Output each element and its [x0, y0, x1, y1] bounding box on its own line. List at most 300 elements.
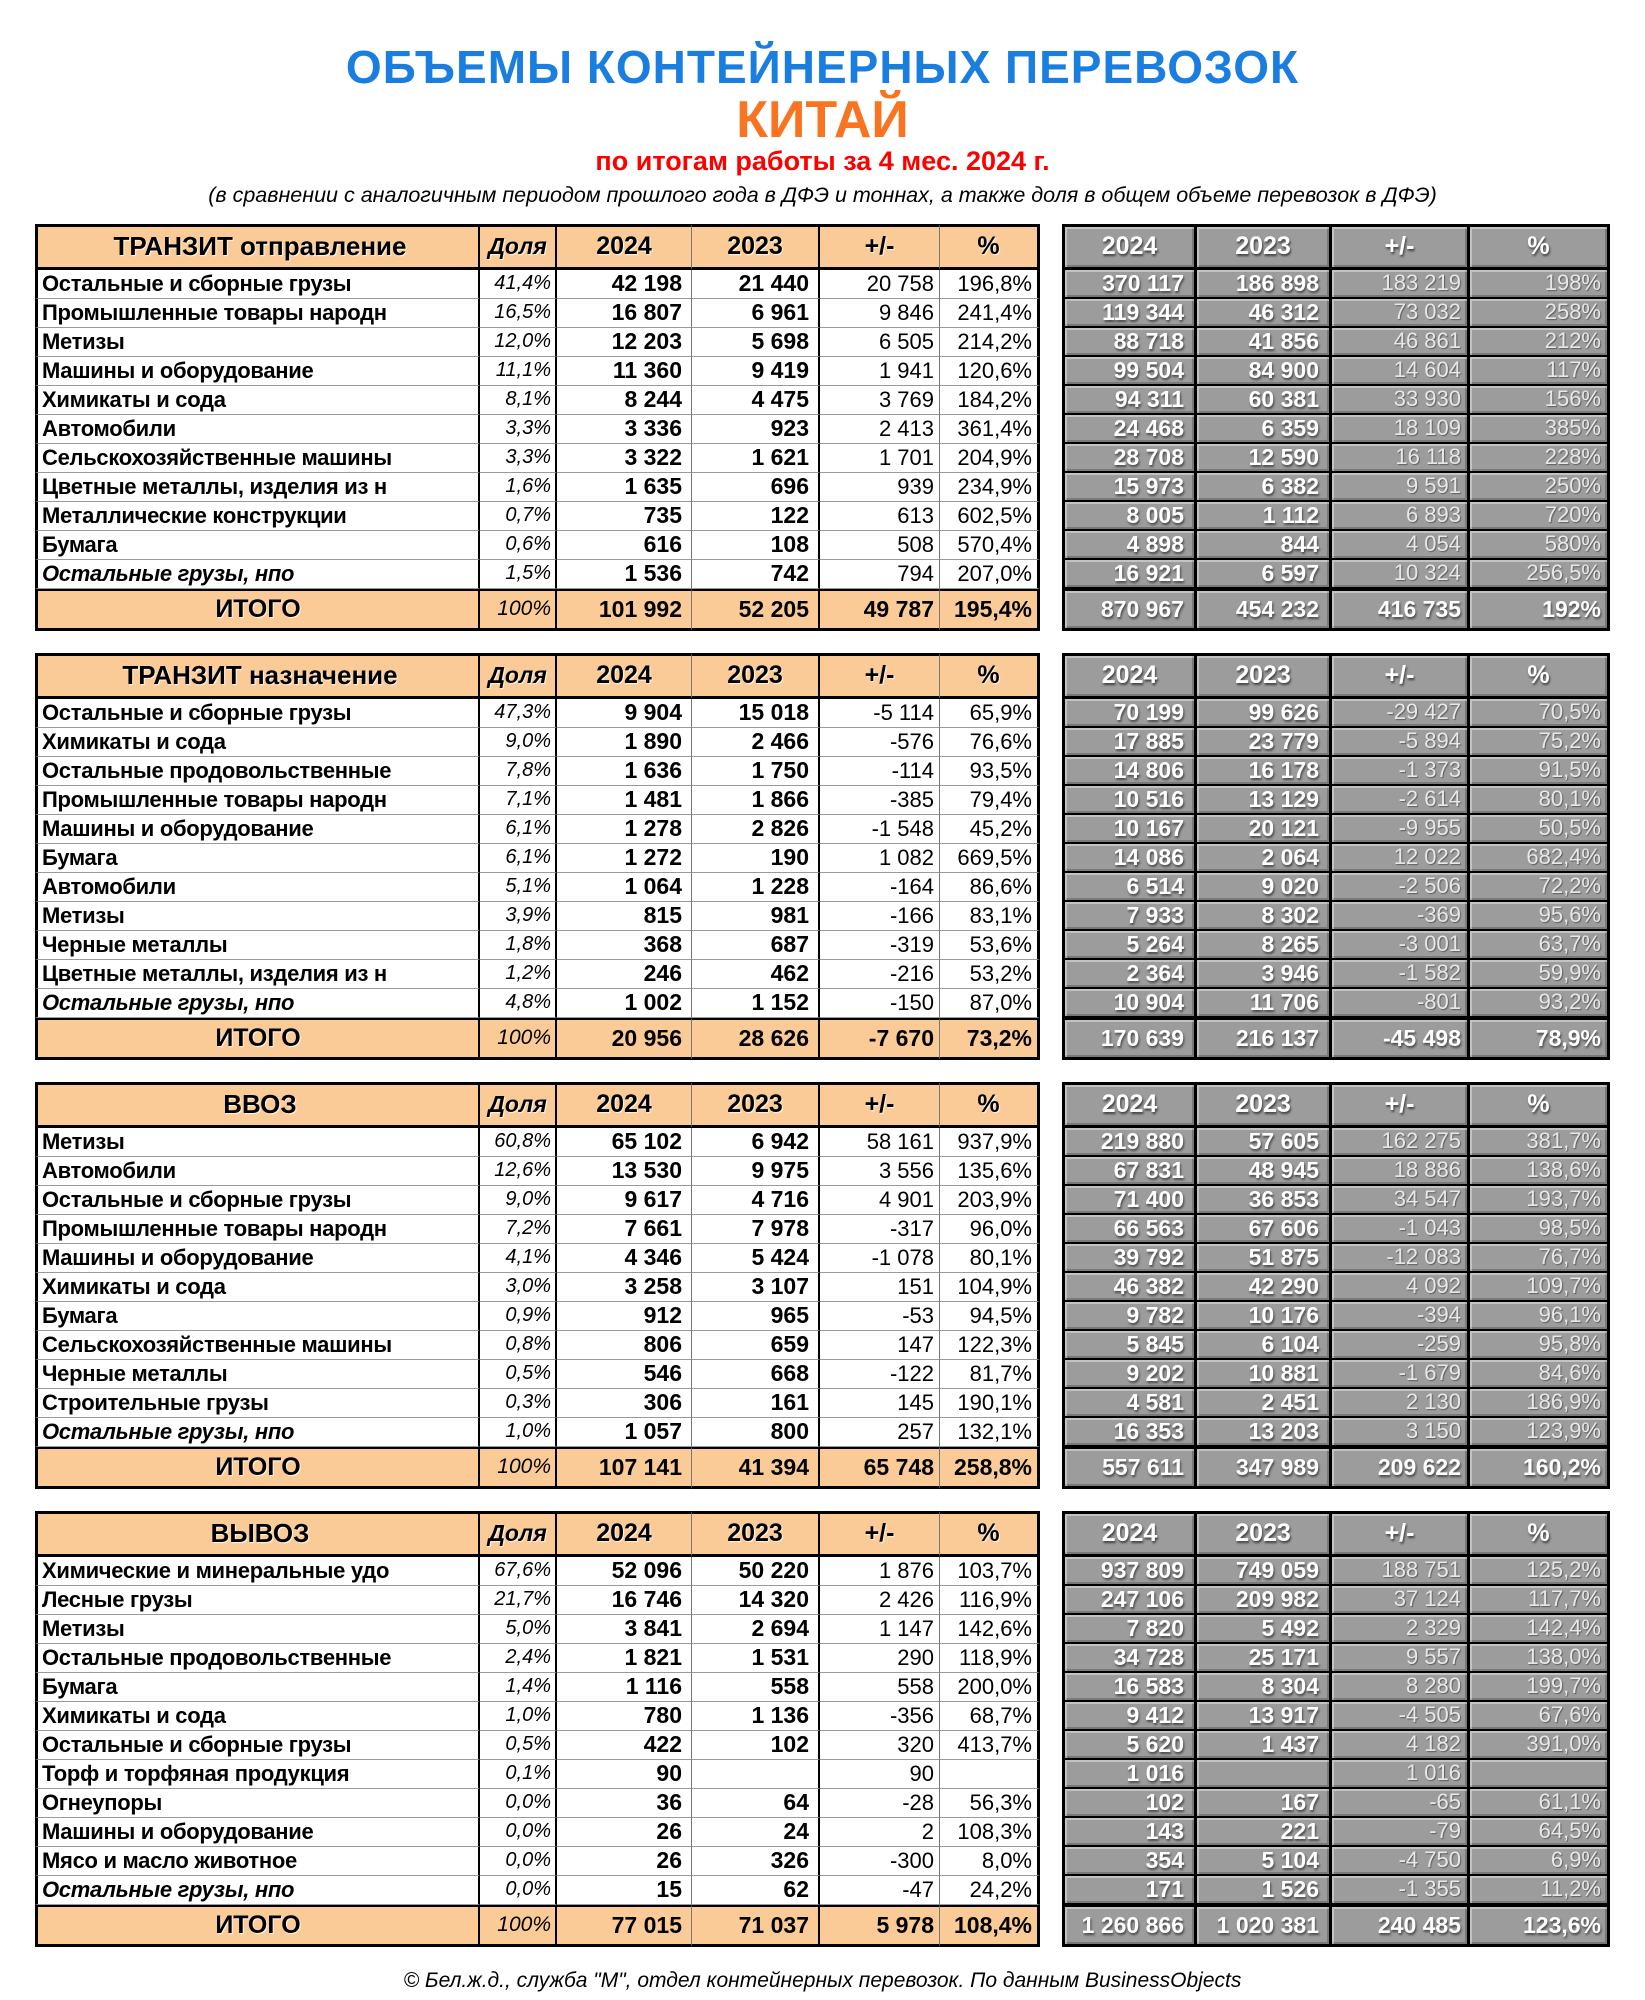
- tons-2023: 12 590: [1197, 444, 1332, 473]
- section-gap: [1040, 844, 1062, 873]
- teu-delta: 2: [820, 1818, 940, 1847]
- tons-delta: 1 016: [1332, 1760, 1470, 1789]
- tons-2023: 8 304: [1197, 1673, 1332, 1702]
- tons-2023: 1 437: [1197, 1731, 1332, 1760]
- tons-delta: -259: [1332, 1331, 1470, 1360]
- tons-pct: 96,1%: [1470, 1302, 1610, 1331]
- teu-pct: 204,9%: [940, 444, 1040, 473]
- teu-delta: -317: [820, 1215, 940, 1244]
- teu-2024: 11 360: [557, 357, 692, 386]
- row-name: Остальные грузы, нпо: [35, 560, 480, 589]
- tons-delta: 8 280: [1332, 1673, 1470, 1702]
- col-header-2024-teu: 2024: [557, 1082, 692, 1128]
- tons-pct: 198%: [1470, 270, 1610, 299]
- section-gap: [1040, 1731, 1062, 1760]
- teu-2024: 806: [557, 1331, 692, 1360]
- section-gap: [1040, 1644, 1062, 1673]
- row-name: Черные металлы: [35, 931, 480, 960]
- totals-tons-pct: 78,9%: [1470, 1018, 1610, 1060]
- teu-delta: -300: [820, 1847, 940, 1876]
- section-gap: [1040, 728, 1062, 757]
- teu-2024: 3 258: [557, 1273, 692, 1302]
- teu-delta: 9 846: [820, 299, 940, 328]
- section-gap: [1040, 873, 1062, 902]
- totals-label: ИТОГО: [35, 1018, 480, 1060]
- row-share: 7,2%: [480, 1215, 557, 1244]
- tons-pct: 117,7%: [1470, 1586, 1610, 1615]
- tons-2023: 209 982: [1197, 1586, 1332, 1615]
- section-gap: [1040, 1511, 1062, 1557]
- tons-2024: 370 117: [1062, 270, 1197, 299]
- tons-delta: 37 124: [1332, 1586, 1470, 1615]
- teu-delta: -166: [820, 902, 940, 931]
- tons-pct: 109,7%: [1470, 1273, 1610, 1302]
- teu-pct: 669,5%: [940, 844, 1040, 873]
- tons-2023: 10 881: [1197, 1360, 1332, 1389]
- tons-2023: 3 946: [1197, 960, 1332, 989]
- tons-delta: 18 109: [1332, 415, 1470, 444]
- totals-share: 100%: [480, 1905, 557, 1947]
- tons-2024: 5 620: [1062, 1731, 1197, 1760]
- row-share: 1,0%: [480, 1702, 557, 1731]
- teu-pct: 132,1%: [940, 1418, 1040, 1447]
- teu-2024: 1 057: [557, 1418, 692, 1447]
- teu-2023: 800: [692, 1418, 820, 1447]
- teu-2023: 24: [692, 1818, 820, 1847]
- tons-2024: 70 199: [1062, 699, 1197, 728]
- tons-2023: 48 945: [1197, 1157, 1332, 1186]
- row-name: Остальные и сборные грузы: [35, 699, 480, 728]
- teu-delta: 1 701: [820, 444, 940, 473]
- section-gap: [1040, 299, 1062, 328]
- teu-pct: 76,6%: [940, 728, 1040, 757]
- row-name: Химикаты и сода: [35, 386, 480, 415]
- row-name: Остальные продовольственные: [35, 1644, 480, 1673]
- tons-2024: 16 583: [1062, 1673, 1197, 1702]
- totals-tons-2023: 347 989: [1197, 1447, 1332, 1489]
- totals-teu-pct: 108,4%: [940, 1905, 1040, 1947]
- tons-pct: 72,2%: [1470, 873, 1610, 902]
- totals-tons-2023: 454 232: [1197, 589, 1332, 631]
- teu-2023: 9 419: [692, 357, 820, 386]
- col-header-delta-tons: +/-: [1332, 1511, 1470, 1557]
- tons-2024: 102: [1062, 1789, 1197, 1818]
- tons-pct: 199,7%: [1470, 1673, 1610, 1702]
- tons-pct: 6,9%: [1470, 1847, 1610, 1876]
- section-gap: [1040, 1302, 1062, 1331]
- teu-delta: 58 161: [820, 1128, 940, 1157]
- row-share: 12,6%: [480, 1157, 557, 1186]
- tons-2023: 10 176: [1197, 1302, 1332, 1331]
- tons-delta: -4 505: [1332, 1702, 1470, 1731]
- row-share: 1,4%: [480, 1673, 557, 1702]
- row-share: 11,1%: [480, 357, 557, 386]
- tons-delta: 2 130: [1332, 1389, 1470, 1418]
- tons-2023: 186 898: [1197, 270, 1332, 299]
- teu-2024: 13 530: [557, 1157, 692, 1186]
- row-share: 9,0%: [480, 1186, 557, 1215]
- teu-2023: 4 716: [692, 1186, 820, 1215]
- row-name: Остальные грузы, нпо: [35, 989, 480, 1018]
- tons-pct: 80,1%: [1470, 786, 1610, 815]
- section-gap: [1040, 1876, 1062, 1905]
- teu-2023: 7 978: [692, 1215, 820, 1244]
- totals-teu-delta: 65 748: [820, 1447, 940, 1489]
- tons-pct: [1470, 1760, 1610, 1789]
- teu-delta: -356: [820, 1702, 940, 1731]
- teu-2024: 1 116: [557, 1673, 692, 1702]
- teu-delta: -216: [820, 960, 940, 989]
- teu-delta: 3 556: [820, 1157, 940, 1186]
- totals-tons-pct: 192%: [1470, 589, 1610, 631]
- teu-pct: 93,5%: [940, 757, 1040, 786]
- teu-2024: 16 807: [557, 299, 692, 328]
- teu-pct: 81,7%: [940, 1360, 1040, 1389]
- teu-pct: 200,0%: [940, 1673, 1040, 1702]
- totals-tons-delta: 209 622: [1332, 1447, 1470, 1489]
- row-share: 0,7%: [480, 502, 557, 531]
- tons-2023: 167: [1197, 1789, 1332, 1818]
- teu-pct: 94,5%: [940, 1302, 1040, 1331]
- row-name: Машины и оборудование: [35, 815, 480, 844]
- tons-delta: -4 750: [1332, 1847, 1470, 1876]
- teu-pct: 120,6%: [940, 357, 1040, 386]
- tons-2024: 219 880: [1062, 1128, 1197, 1157]
- row-share: 0,9%: [480, 1302, 557, 1331]
- section-gap: [1040, 989, 1062, 1018]
- teu-2023: 50 220: [692, 1557, 820, 1586]
- section-gap: [1040, 757, 1062, 786]
- row-name: Остальные и сборные грузы: [35, 270, 480, 299]
- tons-2023: 1 112: [1197, 502, 1332, 531]
- teu-pct: 83,1%: [940, 902, 1040, 931]
- col-header-pct-teu: %: [940, 1511, 1040, 1557]
- tons-pct: 186,9%: [1470, 1389, 1610, 1418]
- row-name: Химикаты и сода: [35, 1702, 480, 1731]
- tons-delta: 4 092: [1332, 1273, 1470, 1302]
- report-tables: [35, 224, 1610, 1947]
- tons-pct: 64,5%: [1470, 1818, 1610, 1847]
- section-gap: [1040, 699, 1062, 728]
- teu-2024: 912: [557, 1302, 692, 1331]
- teu-2024: 368: [557, 931, 692, 960]
- col-header-2023-teu: 2023: [692, 653, 820, 699]
- tons-pct: 256,5%: [1470, 560, 1610, 589]
- teu-2024: 42 198: [557, 270, 692, 299]
- report-table-export: [35, 1511, 1610, 1947]
- totals-tons-2024: 170 639: [1062, 1018, 1197, 1060]
- totals-tons-pct: 123,6%: [1470, 1905, 1610, 1947]
- totals-label: ИТОГО: [35, 589, 480, 631]
- tons-2024: 354: [1062, 1847, 1197, 1876]
- totals-teu-2023: 28 626: [692, 1018, 820, 1060]
- teu-delta: 4 901: [820, 1186, 940, 1215]
- row-name: Химические и минеральные удо: [35, 1557, 480, 1586]
- totals-teu-delta: 49 787: [820, 589, 940, 631]
- row-name: Автомобили: [35, 1157, 480, 1186]
- teu-pct: 142,6%: [940, 1615, 1040, 1644]
- tons-2023: 749 059: [1197, 1557, 1332, 1586]
- teu-delta: -150: [820, 989, 940, 1018]
- section-gap: [1040, 270, 1062, 299]
- tons-2024: 99 504: [1062, 357, 1197, 386]
- tons-pct: 50,5%: [1470, 815, 1610, 844]
- row-share: 5,0%: [480, 1615, 557, 1644]
- tons-delta: 73 032: [1332, 299, 1470, 328]
- tons-delta: 10 324: [1332, 560, 1470, 589]
- tons-pct: 142,4%: [1470, 1615, 1610, 1644]
- col-header-delta-teu: +/-: [820, 1082, 940, 1128]
- section-gap: [1040, 560, 1062, 589]
- tons-pct: 84,6%: [1470, 1360, 1610, 1389]
- teu-pct: 87,0%: [940, 989, 1040, 1018]
- tons-delta: 9 557: [1332, 1644, 1470, 1673]
- teu-pct: 79,4%: [940, 786, 1040, 815]
- teu-delta: -1 548: [820, 815, 940, 844]
- tons-2024: 46 382: [1062, 1273, 1197, 1302]
- teu-2024: 26: [557, 1847, 692, 1876]
- tons-2024: 247 106: [1062, 1586, 1197, 1615]
- teu-2023: 1 136: [692, 1702, 820, 1731]
- tons-2023: 844: [1197, 531, 1332, 560]
- teu-2023: 965: [692, 1302, 820, 1331]
- teu-delta: -576: [820, 728, 940, 757]
- teu-2023: 2 466: [692, 728, 820, 757]
- col-header-share: Доля: [480, 224, 557, 270]
- row-name: Строительные грузы: [35, 1389, 480, 1418]
- tons-2024: 16 353: [1062, 1418, 1197, 1447]
- teu-delta: -28: [820, 1789, 940, 1818]
- tons-pct: 125,2%: [1470, 1557, 1610, 1586]
- tons-2024: 9 202: [1062, 1360, 1197, 1389]
- teu-2023: 1 152: [692, 989, 820, 1018]
- tons-delta: 18 886: [1332, 1157, 1470, 1186]
- teu-2023: 5 424: [692, 1244, 820, 1273]
- tons-2024: 88 718: [1062, 328, 1197, 357]
- teu-delta: 1 876: [820, 1557, 940, 1586]
- tons-pct: 381,7%: [1470, 1128, 1610, 1157]
- teu-delta: 90: [820, 1760, 940, 1789]
- teu-2024: 9 617: [557, 1186, 692, 1215]
- section-gap: [1040, 589, 1062, 631]
- totals-teu-delta: -7 670: [820, 1018, 940, 1060]
- row-share: 3,3%: [480, 415, 557, 444]
- totals-share: 100%: [480, 1018, 557, 1060]
- teu-2023: 108: [692, 531, 820, 560]
- tons-delta: 4 182: [1332, 1731, 1470, 1760]
- teu-2024: 1 636: [557, 757, 692, 786]
- row-name: Метизы: [35, 1615, 480, 1644]
- teu-delta: 794: [820, 560, 940, 589]
- teu-delta: 3 769: [820, 386, 940, 415]
- teu-2023: 1 228: [692, 873, 820, 902]
- comparison-note: (в сравнении с аналогичным периодом прошлого года в ДФЭ и тоннах, а также доля в общем объеме перевозок в ДФЭ): [208, 182, 1437, 207]
- tons-delta: 188 751: [1332, 1557, 1470, 1586]
- row-share: 6,1%: [480, 844, 557, 873]
- teu-2024: 15: [557, 1876, 692, 1905]
- row-share: 4,8%: [480, 989, 557, 1018]
- tons-2023: 67 606: [1197, 1215, 1332, 1244]
- tons-pct: 95,6%: [1470, 902, 1610, 931]
- teu-2023: 21 440: [692, 270, 820, 299]
- tons-2023: 99 626: [1197, 699, 1332, 728]
- row-name: Остальные продовольственные: [35, 757, 480, 786]
- teu-delta: -47: [820, 1876, 940, 1905]
- teu-2023: 64: [692, 1789, 820, 1818]
- row-name: Черные металлы: [35, 1360, 480, 1389]
- tons-2023: 1 526: [1197, 1876, 1332, 1905]
- totals-teu-2024: 20 956: [557, 1018, 692, 1060]
- tons-2024: 16 921: [1062, 560, 1197, 589]
- teu-delta: 1 941: [820, 357, 940, 386]
- totals-teu-2023: 52 205: [692, 589, 820, 631]
- table-title: ТРАНЗИТ отправление: [35, 224, 480, 270]
- tons-delta: 9 591: [1332, 473, 1470, 502]
- row-name: Лесные грузы: [35, 1586, 480, 1615]
- tons-2024: 2 364: [1062, 960, 1197, 989]
- tons-2024: 94 311: [1062, 386, 1197, 415]
- row-share: 0,6%: [480, 531, 557, 560]
- col-header-share: Доля: [480, 1511, 557, 1557]
- row-share: 1,8%: [480, 931, 557, 960]
- section-gap: [1040, 1615, 1062, 1644]
- row-name: Химикаты и сода: [35, 728, 480, 757]
- teu-delta: -164: [820, 873, 940, 902]
- teu-2023: 62: [692, 1876, 820, 1905]
- col-header-share: Доля: [480, 653, 557, 699]
- teu-2023: 102: [692, 1731, 820, 1760]
- teu-2024: 735: [557, 502, 692, 531]
- teu-delta: -319: [820, 931, 940, 960]
- col-header-2024-tons: 2024: [1062, 224, 1197, 270]
- teu-delta: -122: [820, 1360, 940, 1389]
- totals-tons-2023: 1 020 381: [1197, 1905, 1332, 1947]
- teu-2024: 16 746: [557, 1586, 692, 1615]
- section-gap: [1040, 1557, 1062, 1586]
- teu-2023: 15 018: [692, 699, 820, 728]
- tons-pct: 228%: [1470, 444, 1610, 473]
- teu-2024: 1 272: [557, 844, 692, 873]
- tons-pct: 258%: [1470, 299, 1610, 328]
- teu-pct: 570,4%: [940, 531, 1040, 560]
- col-header-delta-teu: +/-: [820, 653, 940, 699]
- section-gap: [1040, 1760, 1062, 1789]
- tons-2023: 16 178: [1197, 757, 1332, 786]
- teu-pct: 68,7%: [940, 1702, 1040, 1731]
- teu-pct: 413,7%: [940, 1731, 1040, 1760]
- row-name: Химикаты и сода: [35, 1273, 480, 1302]
- teu-delta: -53: [820, 1302, 940, 1331]
- row-name: Промышленные товары народн: [35, 786, 480, 815]
- col-header-delta-tons: +/-: [1332, 1082, 1470, 1128]
- tons-2024: 34 728: [1062, 1644, 1197, 1673]
- section-gap: [1040, 1273, 1062, 1302]
- tons-2023: 60 381: [1197, 386, 1332, 415]
- col-header-pct-teu: %: [940, 653, 1040, 699]
- row-share: 0,0%: [480, 1789, 557, 1818]
- col-header-pct-tons: %: [1470, 1511, 1610, 1557]
- teu-delta: 508: [820, 531, 940, 560]
- tons-2023: 2 064: [1197, 844, 1332, 873]
- teu-2024: 1 278: [557, 815, 692, 844]
- tons-delta: -2 614: [1332, 786, 1470, 815]
- tons-2024: 66 563: [1062, 1215, 1197, 1244]
- section-gap: [1040, 902, 1062, 931]
- teu-2023: 696: [692, 473, 820, 502]
- totals-teu-2024: 77 015: [557, 1905, 692, 1947]
- tons-pct: 11,2%: [1470, 1876, 1610, 1905]
- row-share: 1,5%: [480, 560, 557, 589]
- section-gap: [1040, 1847, 1062, 1876]
- teu-2023: 6 961: [692, 299, 820, 328]
- tons-2023: 25 171: [1197, 1644, 1332, 1673]
- row-share: 0,5%: [480, 1360, 557, 1389]
- row-name: Машины и оборудование: [35, 357, 480, 386]
- tons-delta: 162 275: [1332, 1128, 1470, 1157]
- teu-pct: 108,3%: [940, 1818, 1040, 1847]
- section-gap: [1040, 1905, 1062, 1947]
- teu-pct: 190,1%: [940, 1389, 1040, 1418]
- col-header-2024-teu: 2024: [557, 224, 692, 270]
- teu-2024: 4 346: [557, 1244, 692, 1273]
- tons-pct: 682,4%: [1470, 844, 1610, 873]
- col-header-pct-tons: %: [1470, 224, 1610, 270]
- col-header-2024-tons: 2024: [1062, 653, 1197, 699]
- tons-pct: 156%: [1470, 386, 1610, 415]
- teu-pct: 196,8%: [940, 270, 1040, 299]
- totals-teu-pct: 73,2%: [940, 1018, 1040, 1060]
- tons-2024: 9 782: [1062, 1302, 1197, 1331]
- row-share: 7,1%: [480, 786, 557, 815]
- totals-share: 100%: [480, 1447, 557, 1489]
- tons-pct: 63,7%: [1470, 931, 1610, 960]
- tons-delta: -79: [1332, 1818, 1470, 1847]
- tons-delta: -369: [1332, 902, 1470, 931]
- tons-2024: 15 973: [1062, 473, 1197, 502]
- teu-2024: 3 336: [557, 415, 692, 444]
- tons-delta: -2 506: [1332, 873, 1470, 902]
- tons-pct: 720%: [1470, 502, 1610, 531]
- teu-delta: -5 114: [820, 699, 940, 728]
- tons-delta: 33 930: [1332, 386, 1470, 415]
- teu-2024: 9 904: [557, 699, 692, 728]
- row-share: 7,8%: [480, 757, 557, 786]
- report-footer: © Бел.ж.д., служба "М", отдел контейнерных перевозок. По данным BusinessObjects: [403, 1968, 1242, 1992]
- teu-pct: 234,9%: [940, 473, 1040, 502]
- row-name: Машины и оборудование: [35, 1244, 480, 1273]
- teu-2024: 1 890: [557, 728, 692, 757]
- row-share: 1,6%: [480, 473, 557, 502]
- teu-2024: 1 002: [557, 989, 692, 1018]
- tons-delta: -3 001: [1332, 931, 1470, 960]
- tons-2024: 28 708: [1062, 444, 1197, 473]
- col-header-2023-tons: 2023: [1197, 1082, 1332, 1128]
- tons-pct: 91,5%: [1470, 757, 1610, 786]
- report-table-import: [35, 1082, 1610, 1489]
- totals-teu-2024: 107 141: [557, 1447, 692, 1489]
- teu-2023: 9 975: [692, 1157, 820, 1186]
- section-gap: [1040, 815, 1062, 844]
- teu-delta: 6 505: [820, 328, 940, 357]
- section-gap: [1040, 328, 1062, 357]
- teu-2024: 546: [557, 1360, 692, 1389]
- tons-2024: 8 005: [1062, 502, 1197, 531]
- section-gap: [1040, 1818, 1062, 1847]
- row-share: 0,5%: [480, 1731, 557, 1760]
- teu-pct: 65,9%: [940, 699, 1040, 728]
- row-name: Бумага: [35, 1673, 480, 1702]
- teu-2023: 14 320: [692, 1586, 820, 1615]
